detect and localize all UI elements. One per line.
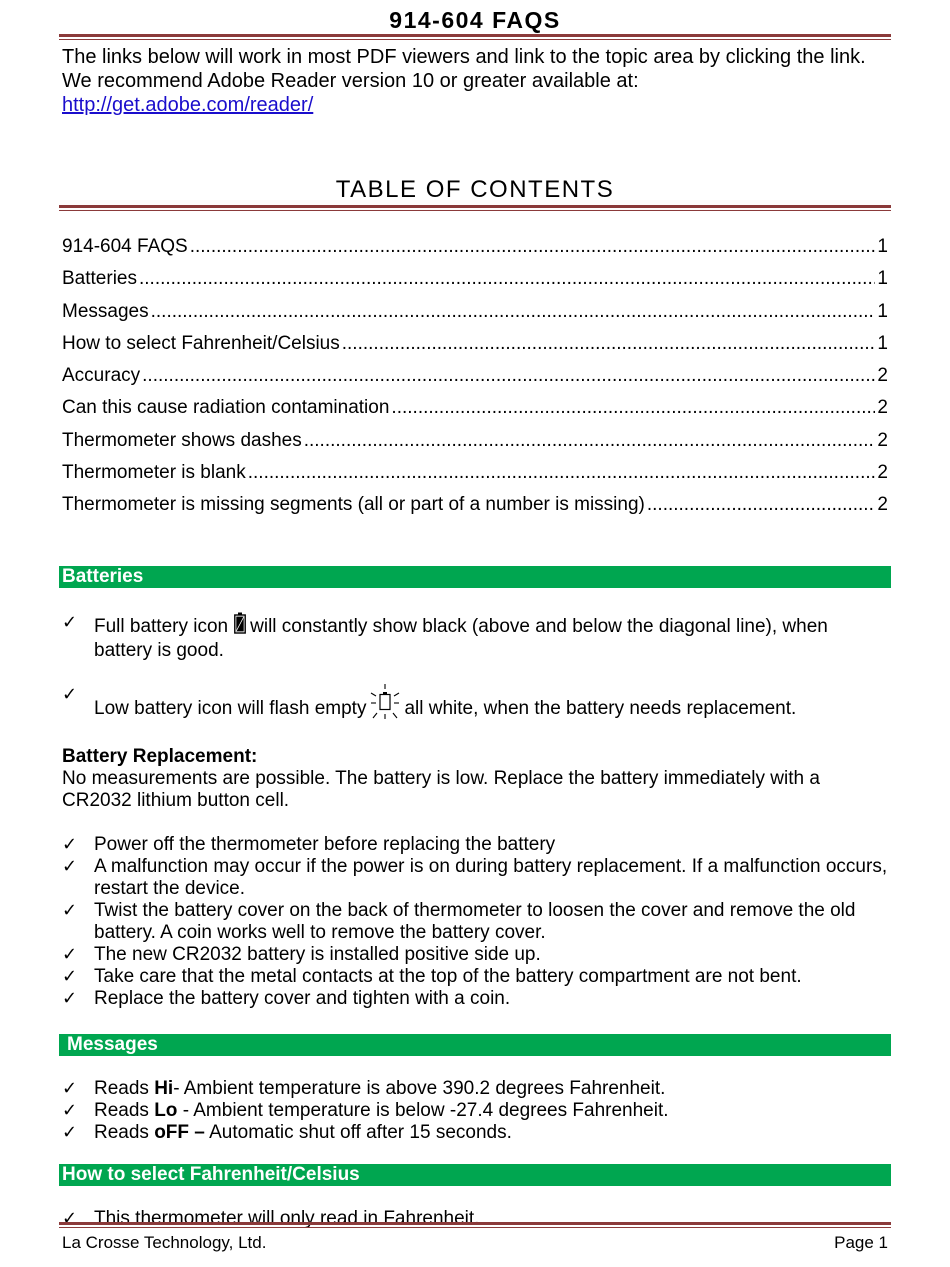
list-item	[62, 1122, 888, 1144]
low-battery-flashing-icon	[370, 684, 400, 726]
step-text: Replace the battery cover and tighten with a coin.	[94, 987, 511, 1009]
toc-entry-fahrenheit-celsius[interactable]	[62, 328, 888, 360]
check-mark-icon: ✓	[62, 1207, 78, 1229]
list-item	[62, 1100, 888, 1122]
table-of-contents	[62, 231, 888, 522]
step-text: The new CR2032 battery is installed positive side up.	[94, 943, 541, 965]
list-item	[62, 900, 888, 944]
toc-entry-label: Thermometer is missing segments (all or part of a number is missing)	[62, 494, 645, 516]
check-mark-icon: ✓	[62, 899, 78, 921]
list-item	[62, 856, 888, 900]
toc-leader-dots	[391, 392, 875, 424]
toc-entry-page: 2	[877, 365, 888, 387]
list-item	[62, 966, 888, 988]
step-text: Twist the battery cover on the back of thermometer to loosen the cover and remove the old battery. A coin works well to remove the battery cover.	[94, 899, 856, 943]
toc-leader-dots	[142, 360, 875, 392]
list-item	[62, 834, 888, 856]
check-mark-icon: ✓	[62, 965, 78, 987]
toc-entry-page: 2	[877, 462, 888, 484]
check-mark-icon: ✓	[62, 943, 78, 965]
step-text: Power off the thermometer before replacing the battery	[94, 833, 556, 855]
page-footer	[62, 1222, 888, 1253]
toc-leader-dots	[190, 231, 876, 263]
message-prefix: Reads	[94, 1099, 155, 1121]
battery-steps-list	[62, 834, 888, 1010]
fahrenheit-celsius-section-heading: How to select Fahrenheit/Celsius	[59, 1164, 891, 1186]
low-battery-text-before: Low battery icon will flash empty	[94, 697, 367, 719]
toc-entry-label: Messages	[62, 300, 149, 322]
check-mark-icon: ✓	[62, 611, 78, 633]
step-text: Take care that the metal contacts at the top of the battery compartment are not bent.	[94, 965, 802, 987]
full-battery-text-after: will constantly show black (above and below the diagonal line), when battery is good.	[94, 615, 828, 661]
toc-rule	[59, 205, 891, 211]
list-item	[62, 1078, 888, 1100]
toc-leader-dots	[304, 425, 876, 457]
toc-entry-label: Can this cause radiation contamination	[62, 397, 390, 419]
message-prefix: Reads	[94, 1077, 155, 1099]
toc-entry-blank[interactable]	[62, 457, 888, 489]
list-item	[62, 944, 888, 966]
toc-leader-dots	[248, 457, 876, 489]
toc-entry-page: 2	[877, 494, 888, 516]
message-code-hi: Hi	[154, 1077, 174, 1099]
footer-rule	[59, 1222, 891, 1228]
messages-list	[62, 1078, 888, 1144]
battery-replacement-heading: Battery Replacement:	[62, 745, 258, 767]
check-mark-icon: ✓	[62, 833, 78, 855]
toc-entry-label: 914-604 FAQS	[62, 236, 188, 257]
toc-entry-dashes[interactable]	[62, 425, 888, 457]
footer-company: La Crosse Technology, Ltd.	[62, 1233, 267, 1252]
toc-entry-page: 1	[877, 268, 888, 290]
low-battery-text-after: all white, when the battery needs replacement.	[404, 697, 797, 719]
check-mark-icon: ✓	[62, 855, 78, 877]
message-text: - Ambient temperature is above 390.2 degrees Fahrenheit.	[173, 1077, 666, 1099]
message-prefix: Reads	[94, 1121, 155, 1143]
toc-entry-page: 2	[877, 429, 888, 451]
toc-leader-dots	[151, 296, 876, 328]
step-text: A malfunction may occur if the power is on during battery replacement. If a malfunction occurs, restart the device.	[94, 855, 888, 899]
list-item	[62, 988, 888, 1010]
title-rule	[59, 34, 891, 40]
message-code-lo: Lo	[154, 1099, 178, 1121]
toc-entry-label: Accuracy	[62, 365, 141, 387]
footer-page-number: Page 1	[834, 1233, 888, 1252]
check-mark-icon: ✓	[62, 1077, 78, 1099]
toc-entry-label: Thermometer shows dashes	[62, 429, 302, 451]
toc-entry-label: Thermometer is blank	[62, 462, 246, 484]
check-mark-icon: ✓	[62, 987, 78, 1009]
toc-entry-radiation[interactable]	[62, 392, 888, 424]
toc-entry-label: Batteries	[62, 268, 137, 290]
fahrenheit-text: This thermometer will only read in Fahrenheit.	[94, 1207, 480, 1229]
intro-paragraph	[62, 45, 888, 117]
check-mark-icon: ✓	[62, 1121, 78, 1143]
list-item	[62, 684, 888, 726]
document-title: 914-604 FAQS	[389, 7, 561, 33]
message-text: Automatic shut off after 15 seconds.	[204, 1121, 512, 1143]
toc-entry-messages[interactable]	[62, 296, 888, 328]
toc-leader-dots	[139, 263, 875, 295]
toc-entry-batteries[interactable]	[62, 263, 888, 295]
check-mark-icon: ✓	[62, 683, 78, 705]
battery-icon-list	[62, 612, 888, 726]
check-mark-icon: ✓	[62, 1099, 78, 1121]
intro-text: The links below will work in most PDF viewers and link to the topic area by clicking the link. We recommend Adobe Reader version 10 or greater available at:	[62, 46, 866, 92]
toc-leader-dots	[342, 328, 876, 360]
messages-section-heading: Messages	[59, 1034, 891, 1056]
toc-entry-page: 1	[877, 332, 888, 354]
toc-entry-page: 1	[877, 300, 888, 322]
full-battery-icon	[234, 612, 246, 640]
battery-replacement-text: No measurements are possible. The battery is low. Replace the battery immediately with a CR2032 lithium button cell.	[62, 767, 820, 811]
list-item	[62, 612, 888, 662]
toc-heading: TABLE OF CONTENTS	[335, 176, 615, 203]
toc-entry-page: 1	[877, 236, 888, 257]
toc-entry-missing-segments[interactable]	[62, 489, 888, 521]
full-battery-text-before: Full battery icon	[94, 615, 229, 637]
toc-leader-dots	[647, 489, 876, 521]
message-text: - Ambient temperature is below -27.4 degrees Fahrenheit.	[177, 1099, 669, 1121]
batteries-section-heading: Batteries	[59, 566, 891, 588]
message-code-off: oFF –	[154, 1121, 205, 1143]
toc-entry-label: How to select Fahrenheit/Celsius	[62, 332, 340, 354]
adobe-reader-link[interactable]: http://get.adobe.com/reader/	[62, 94, 314, 116]
toc-entry-accuracy[interactable]	[62, 360, 888, 392]
toc-entry-page: 2	[877, 397, 888, 419]
toc-entry-faqs[interactable]	[62, 231, 888, 263]
